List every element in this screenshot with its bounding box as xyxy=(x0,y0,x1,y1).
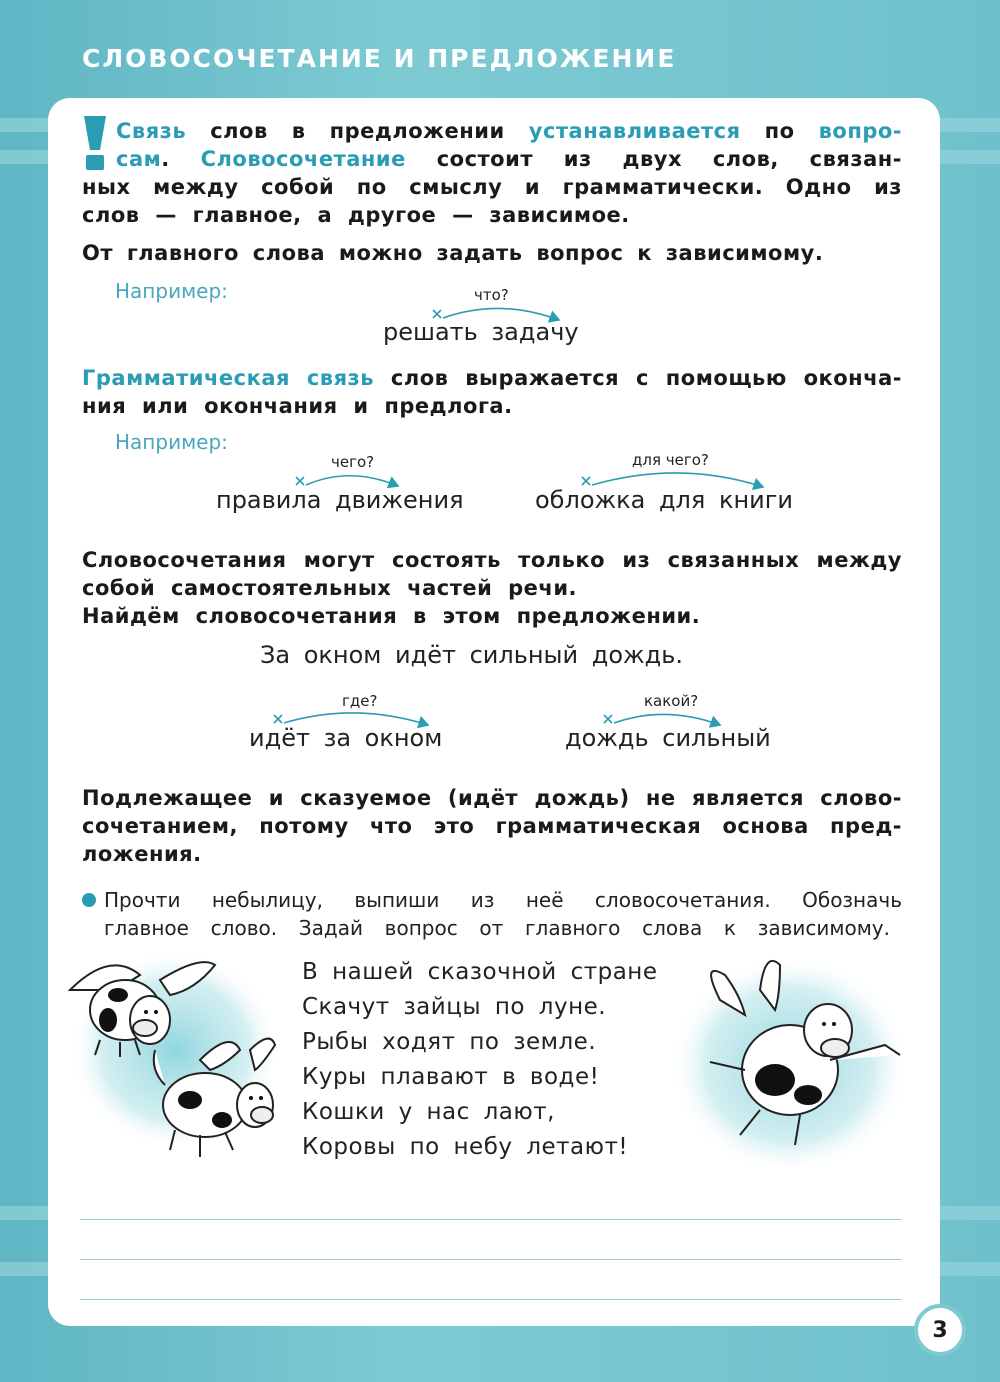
poem-line: Скачут зайцы по луне. xyxy=(302,994,607,1020)
rule-text: по xyxy=(740,119,819,143)
answer-line[interactable] xyxy=(80,1219,902,1220)
subject-rule-line-1: Подлежащее и сказуемое (идёт дождь) не является слово- xyxy=(82,786,902,810)
poem-line: Кошки у нас лают, xyxy=(302,1099,555,1125)
term-slovosochetanie: Словосочетание xyxy=(200,147,406,171)
example-label: Например: xyxy=(115,279,228,303)
rule-text: . xyxy=(161,147,201,171)
question-label: чего? xyxy=(331,453,375,471)
rule-line-1 xyxy=(116,117,902,145)
task-line-2: главное слово. Задай вопрос от главного слова к зависимому. xyxy=(104,916,890,940)
grammar-rule-line-1 xyxy=(82,364,902,392)
rule-line-4: слов — главное, а другое — зависимое. xyxy=(82,203,630,227)
question-rule: От главного слова можно задать вопрос к зависимому. xyxy=(82,241,824,265)
answer-line[interactable] xyxy=(80,1259,902,1260)
poem-line: В нашей сказочной стране xyxy=(302,959,658,985)
term-svyaz: Связь xyxy=(116,119,187,143)
example-phrase: обложка для книги xyxy=(535,486,793,514)
parts-rule-line-1: Словосочетания могут состоять только из связанных между xyxy=(82,548,902,572)
example-phrase: дождь сильный xyxy=(565,724,771,752)
page-number: 3 xyxy=(914,1304,966,1356)
example-sentence: За окном идёт сильный дождь. xyxy=(260,641,683,669)
parts-rule-line-2: собой самостоятельных частей речи. xyxy=(82,576,578,600)
poem-line: Коровы по небу летают! xyxy=(302,1134,629,1160)
question-label: для чего? xyxy=(632,451,709,469)
question-label: какой? xyxy=(644,692,699,710)
poem xyxy=(302,955,658,1165)
parts-rule-line-3: Найдём словосочетания в этом предложении. xyxy=(82,604,701,628)
question-label: где? xyxy=(342,692,378,710)
subject-rule-line-3: ложения. xyxy=(82,842,202,866)
answer-line[interactable] xyxy=(80,1299,902,1300)
rule-line-2 xyxy=(116,145,902,173)
poem-line: Рыбы ходят по земле. xyxy=(302,1029,597,1055)
term-voprosam-end: сам xyxy=(116,147,162,171)
page-title: СЛОВОСОЧЕТАНИЕ И ПРЕДЛОЖЕНИЕ xyxy=(82,44,677,73)
subject-rule-line-2: сочетанием, потому что это грамматическая основа пред- xyxy=(82,814,902,838)
term-voprosam: вопро- xyxy=(818,119,903,143)
poem-line: Куры плавают в воде! xyxy=(302,1064,600,1090)
grammar-rule-line-2: ния или окончания и предлога. xyxy=(82,394,513,418)
term-ustanavlivaetsya: устанавливается xyxy=(528,119,741,143)
example-phrase: идёт за окном xyxy=(249,724,443,752)
rule-text: слов в предложении xyxy=(186,119,529,143)
example-label: Например: xyxy=(115,430,228,454)
rule-text: состоит из двух слов, связан- xyxy=(405,147,902,171)
rule-line-3: ных между собой по смыслу и грамматически. Одно из xyxy=(82,175,902,199)
term-grammatical-link: Грамматическая связь xyxy=(82,366,375,390)
question-label: что? xyxy=(474,286,509,304)
task-line-1: Прочти небылицу, выпиши из неё словосочетания. Обозначь xyxy=(104,888,902,912)
example-phrase: правила движения xyxy=(216,486,464,514)
rule-text: слов выражается с помощью оконча- xyxy=(374,366,902,390)
example-phrase: решать задачу xyxy=(383,318,579,346)
